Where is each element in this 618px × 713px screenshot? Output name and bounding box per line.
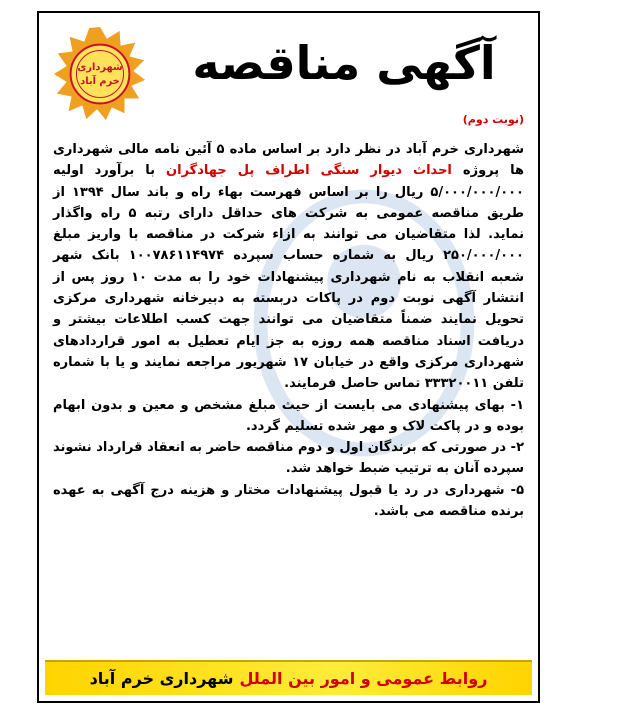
footer-organization: شهرداری خرم آباد bbox=[89, 669, 234, 688]
footer-banner bbox=[45, 660, 532, 695]
paragraph-intro: شهرداری خرم آباد در نظر دارد بر اساس ماده ۵ آئین نامه مالی شهرداری ها پروژه bbox=[53, 142, 525, 179]
notice-title: آگهی مناقصه bbox=[192, 36, 496, 90]
logo-text-top: شهرداری bbox=[77, 62, 123, 74]
notice-body bbox=[53, 139, 524, 522]
municipality-logo bbox=[51, 25, 149, 123]
footer-department: روابط عمومی و امور بین الملل bbox=[239, 669, 488, 688]
notice-frame bbox=[37, 11, 540, 703]
project-name: احداث دیوار سنگی اطراف پل جهادگران bbox=[166, 163, 452, 179]
condition-item-1: ۱- بهای پیشنهادی می بایست از حیث مبلغ مشخص و معین و بدون ابهام بوده و در پاکت لاک و مهر شده تسلیم گردد. bbox=[53, 397, 524, 434]
paragraph-details: با برآورد اولیه ۵/۰۰۰/۰۰۰/۰۰۰ ریال را بر اساس فهرست بهاء راه و باند سال ۱۳۹۴ از طریق مناقصه عمومی به شرکت های حداقل دارای رتبه ۵ راه واگذار نماید. لذا متقاضیان می توانند به ازاء شرکت در مناقصه با واریز مبلغ ۲۵۰/۰۰۰/۰۰۰ ریال به شماره حساب سپرده ۱۰۰۷۸۶۱۱۴۹۷۴ بانک شهر شعبه انقلاب به نام شهرداری پیشنهادات خود را به مدت ۱۰ روز پس از انتشار آگهی نوبت دوم در پاکات دربسته به دبیرخانه شهرداری مرکزی تحویل نمایند ضمناً متقاضیان می توانند جهت کسب اطلاعات بیشتر و دریافت اسناد مناقصه همه روزه به جز ایام تعطیل به امور قراردادهای شهرداری مرکزی واقع در خیابان ۱۷ شهریور مراجعه نمایند و یا با شماره تلفن ۳۳۳۲۰۰۱۱ تماس حاصل فرمایند. bbox=[53, 163, 524, 392]
condition-item-2: ۲- در صورتی که برندگان اول و دوم مناقصه حاضر به انعقاد قرارداد نشوند سپرده آنان به ترتیب ضبط خواهد شد. bbox=[53, 440, 524, 477]
condition-item-3: ۵- شهرداری در رد یا قبول پیشنهادات مختار و هزینه درج آگهی به عهده برنده مناقصه می باشد. bbox=[53, 482, 524, 520]
notice-paragraph bbox=[53, 139, 524, 395]
notice-round: (نوبت دوم) bbox=[462, 113, 524, 126]
logo-text-bottom: خرم آباد bbox=[80, 75, 120, 87]
